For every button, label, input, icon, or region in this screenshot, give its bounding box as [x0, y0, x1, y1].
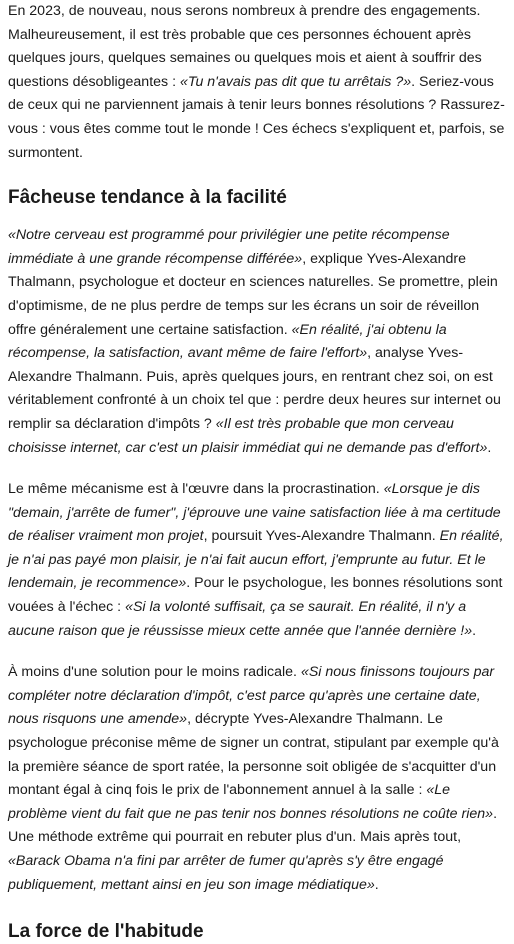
body-text: .: [487, 439, 492, 456]
quote-text: «Si nous finissons toujours par compléter notre déclaration d'impôt, c'est parce qu'après une certaine date, nous risquons une amende»: [8, 664, 495, 728]
paragraph-procrastination: [8, 478, 505, 643]
body-text: À moins d'une solution pour le moins radicale.: [8, 664, 301, 681]
quote-text: En réalité, je n'ai pas payé mon plaisir, je n'ai fait aucun effort, j'emprunte au futur. Et le lendemain, je recommence»: [8, 528, 504, 592]
quote-text: «Lorsque je dis "demain, j'arrête de fumer", j'éprouve une vaine satisfaction liée à ma certitude de réaliser vraiment mon projet: [8, 481, 501, 545]
body-text: , décrypte Yves-Alexandre Thalmann. Le psychologue préconise même de signer un contrat, stipulant par exemple qu'à la première séance de sport ratée, la personne soit obligée de s'acquitter d'un montant égal à cinq fois le prix de l'abonnement annuel à la salle :: [8, 711, 499, 799]
section-heading-facilite: Fâcheuse tendance à la facilité: [8, 187, 287, 209]
body-text: Le même mécanisme est à l'œuvre dans la procrastination.: [8, 481, 384, 498]
body-text: . Une méthode extrême qui pourrait en rebuter plus d'un. Mais après tout,: [8, 805, 498, 846]
quote-text: «Il est très probable que mon cerveau choisisse internet, car c'est un plaisir immédiat qui ne demande pas d'effort»: [8, 415, 488, 456]
paragraph-solution-radicale: [8, 661, 505, 897]
quote-text: «Tu n'avais pas dit que tu arrêtais ?»: [179, 73, 412, 90]
body-text: .: [472, 622, 477, 639]
quote-text: «Le problème vient du fait que ne pas tenir nos bonnes résolutions ne coûte rien»: [8, 782, 494, 822]
body-text: , analyse Yves-Alexandre Thalmann. Puis, après quelques jours, en rentrant chez soi, on est véritablement confronté à un choix tel que : perdre deux heures sur internet ou remplir sa déclaration d'impôts ?: [8, 345, 501, 432]
body-text: . Seriez-vous de ceux qui ne parviennent jamais à tenir leurs bonnes résolutions ? Rassurez-vous : vous êtes comme tout le monde ! Ces échecs s'expliquent et, parfois, se surmontent.: [8, 73, 505, 161]
body-text: , explique Yves-Alexandre Thalmann, psychologue et docteur en sciences naturelles. Se promettre, plein d'optimisme, de ne plus perdre de temps sur les écrans un soir de réveillon offre généralement une certaine satisfaction.: [8, 250, 498, 338]
quote-text: «Barack Obama n'a fini par arrêter de fumer qu'après s'y être engagé publiquement, mettant ainsi en jeu son image médiatique»: [8, 853, 444, 893]
body-text: .: [374, 876, 379, 893]
section-heading-habitude: La force de l'habitude: [8, 921, 204, 943]
quote-text: «En réalité, j'ai obtenu la récompense, la satisfaction, avant même de faire l'effort»: [8, 321, 447, 362]
paragraph-recompense: [8, 224, 505, 460]
intro-paragraph: [8, 0, 505, 165]
quote-text: «Si la volonté suffisait, ça se saurait. En réalité, il n'y a aucune raison que je réussisse mieux cette année que l'année dernière !»: [8, 599, 473, 639]
quote-text: «Notre cerveau est programmé pour privilégier une petite récompense immédiate à une grande récompense différée»: [8, 227, 450, 267]
body-text: En 2023, de nouveau, nous serons nombreux à prendre des engagements. Malheureusement, il est très probable que ces personnes échouent après quelques jours, quelques semaines ou quelques mois et aient à souffrir des questions désobligeantes :: [8, 3, 482, 90]
body-text: . Pour le psychologue, les bonnes résolutions sont vouées à l'échec :: [8, 575, 503, 616]
body-text: , poursuit Yves-Alexandre Thalmann.: [203, 528, 440, 545]
